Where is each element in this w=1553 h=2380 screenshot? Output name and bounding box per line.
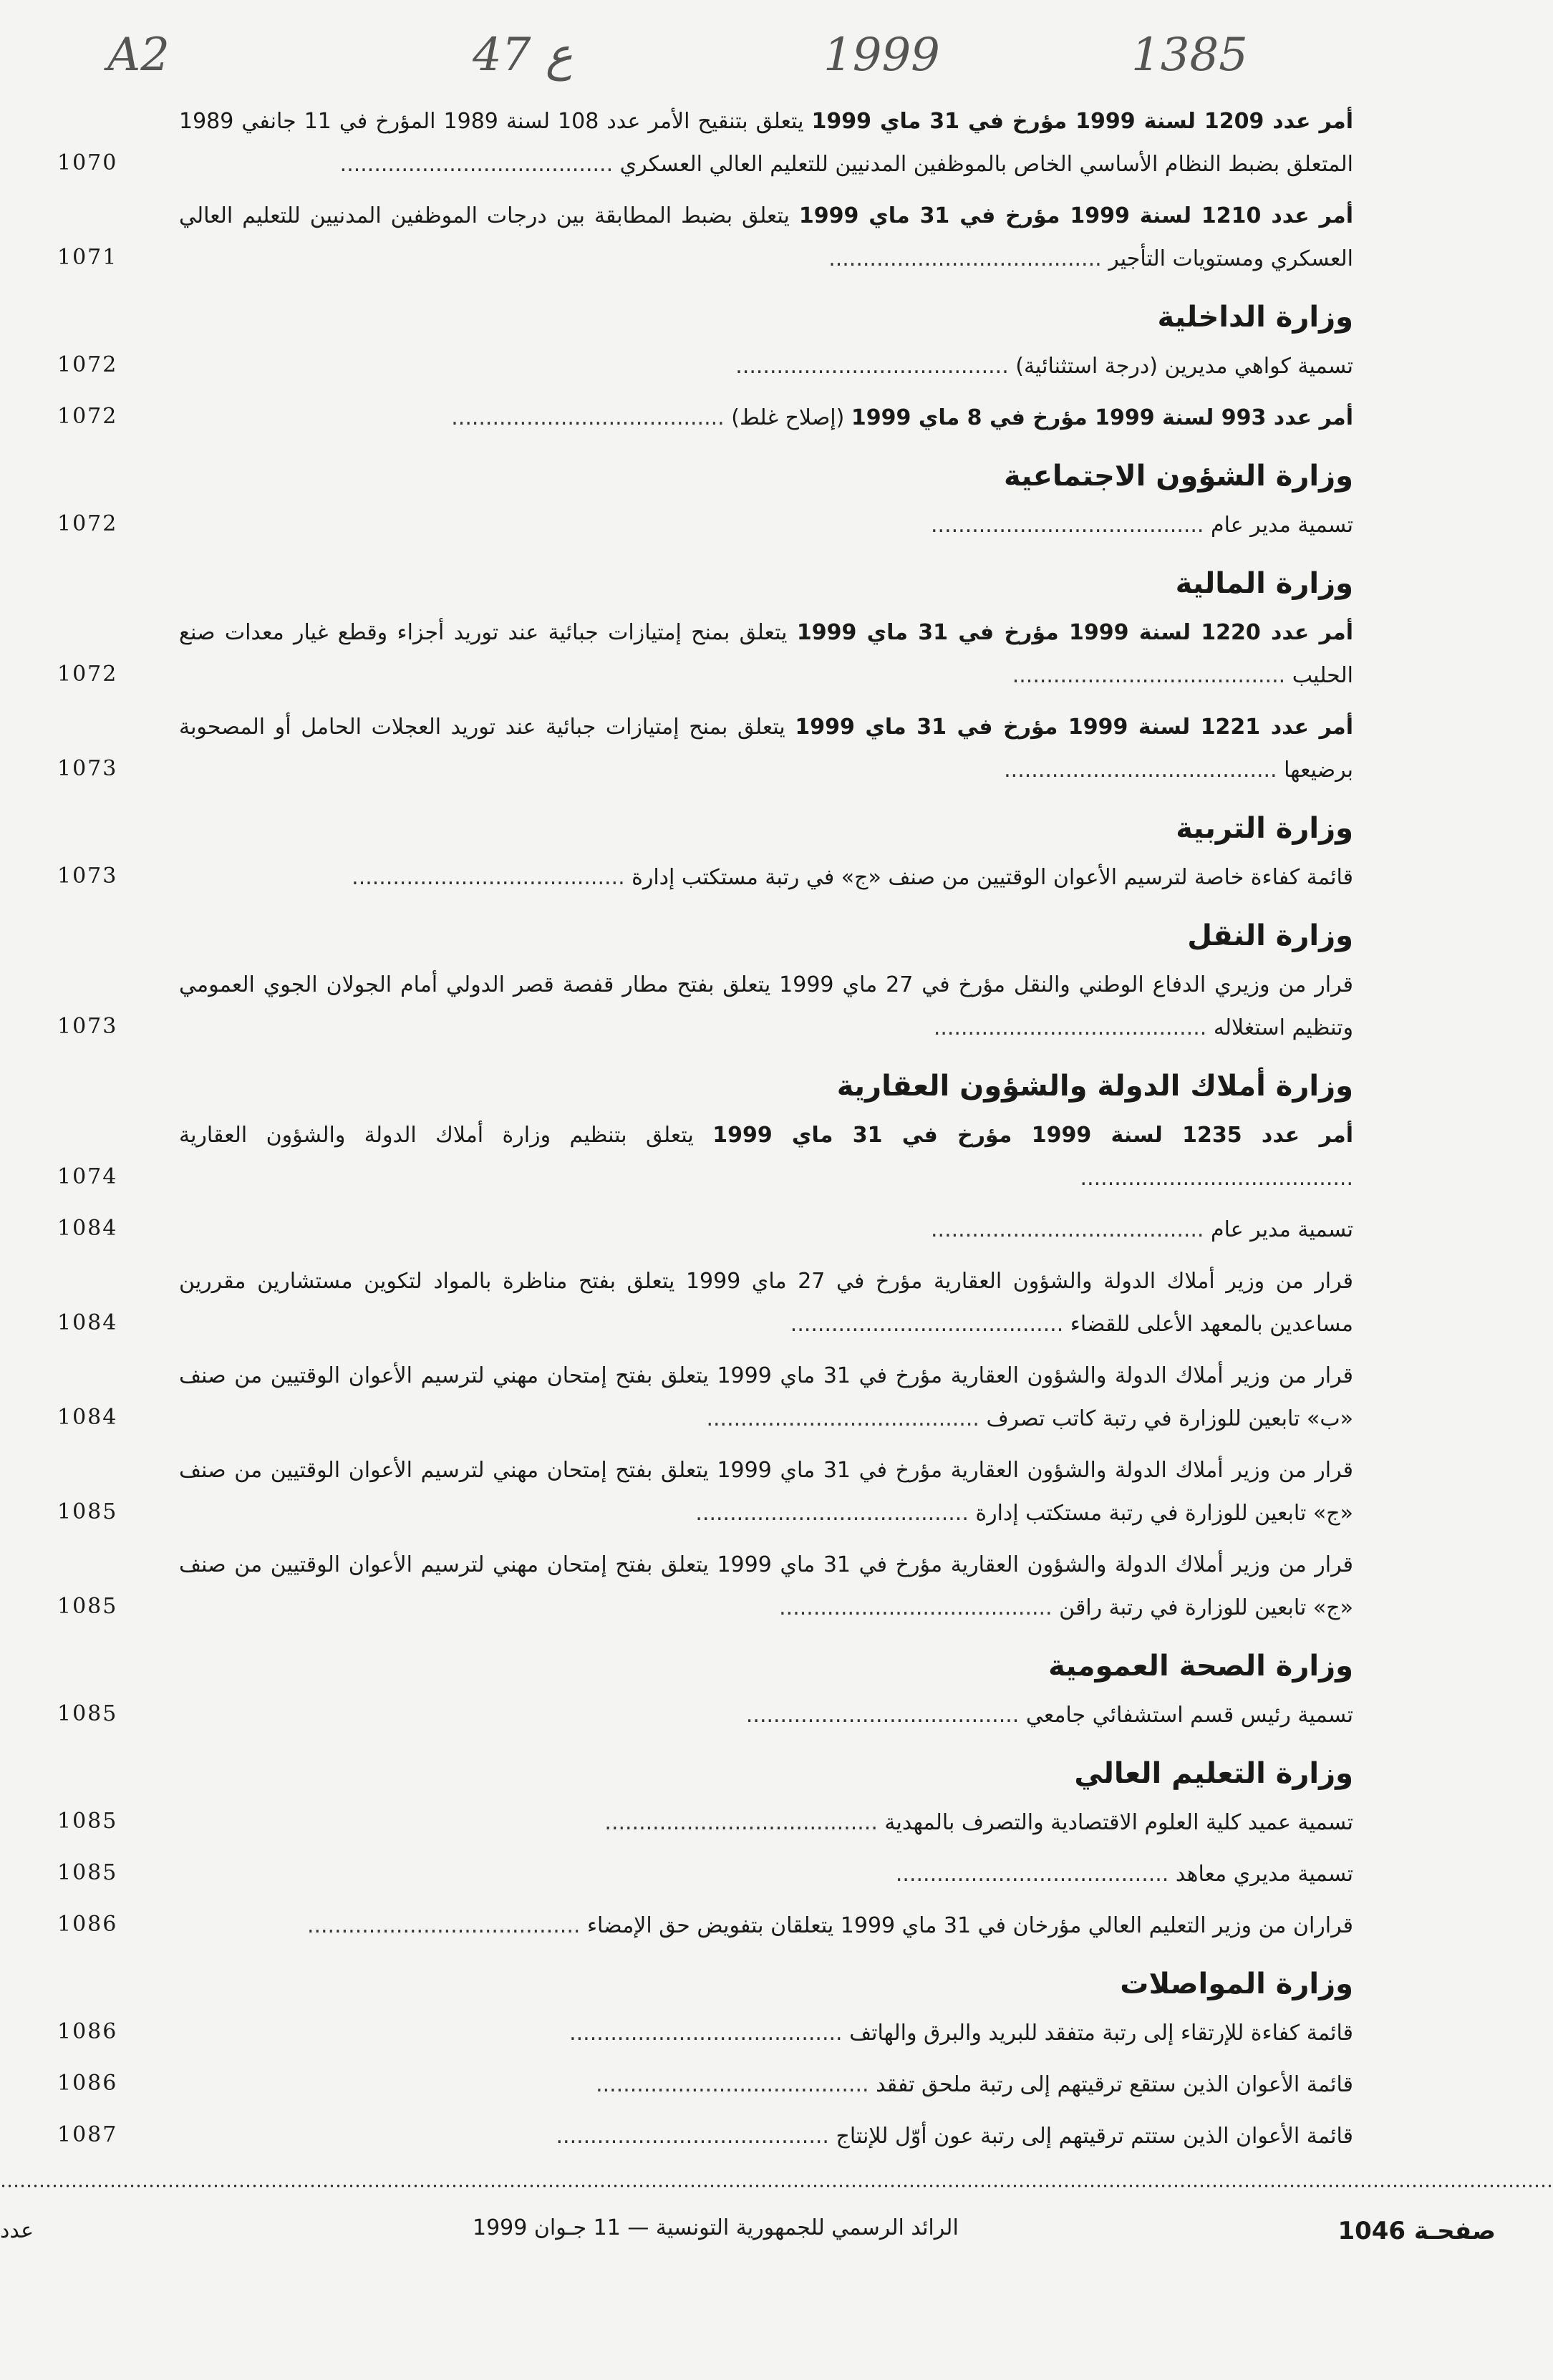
toc-entry	[50, 1260, 1353, 1346]
toc-entry	[50, 2012, 1353, 2055]
leader-dots: ........................................	[352, 865, 632, 890]
entry-title	[50, 2115, 1353, 2158]
entry-text: يتعلق بمنح إمتيازات جبائية عند توريد العجلات الحامل أو المصحوبة برضيعها	[179, 715, 1353, 783]
leader-dots: ........................................	[735, 354, 1016, 379]
entry-text: تسمية رئيس قسم استشفائي جامعي	[1025, 1703, 1353, 1728]
decree-reference: أمر عدد 1235 لسنة 1999 مؤرخ في 31 ماي 1999	[712, 1123, 1353, 1148]
entry-page-number: 1074	[57, 1164, 118, 1189]
leader-dots: ........................................	[933, 1015, 1214, 1040]
leader-dots: ........................................	[1080, 1166, 1353, 1191]
entry-page-number: 1072	[57, 662, 118, 687]
entry-title	[50, 2064, 1353, 2106]
leader-dots: ........................................	[695, 1501, 976, 1526]
leader-dots: ........................................	[790, 1312, 1070, 1337]
entry-page-number: 1086	[57, 1912, 118, 1937]
decree-reference: أمر عدد 993 لسنة 1999 مؤرخ في 8 ماي 1999	[851, 405, 1353, 430]
toc-entry	[50, 100, 1353, 186]
entry-page-number: 1085	[57, 1594, 118, 1619]
entry-text: يتعلق بتنظيم وزارة أملاك الدولة والشؤون العقارية	[179, 1123, 713, 1148]
toc-entry	[50, 1355, 1353, 1441]
ministry-heading: وزارة التربية	[1176, 812, 1353, 845]
entry-text: قرار من وزير أملاك الدولة والشؤون العقارية مؤرخ في 31 ماي 1999 يتعلق بفتح إمتحان مهني لترسيم الأعوان الوقتيين من صنف «ب» تابعين للوزارة في رتبة كاتب تصرف	[179, 1363, 1354, 1431]
table-of-contents	[50, 100, 1353, 2167]
entry-title	[50, 195, 1353, 281]
entry-title	[50, 100, 1353, 186]
toc-entry	[50, 195, 1353, 281]
leader-dots: ........................................	[451, 405, 732, 430]
leader-dots: ........................................	[706, 1406, 987, 1431]
entry-text: تسمية مدير عام	[1211, 513, 1353, 538]
entry-page-number: 1070	[57, 150, 118, 175]
entry-page-number: 1085	[57, 1860, 118, 1885]
entry-title	[50, 1694, 1353, 1737]
toc-entry	[50, 1853, 1353, 1896]
ministry-heading: وزارة الشؤون الاجتماعية	[1003, 460, 1353, 493]
toc-entry	[50, 1209, 1353, 1252]
leader-dots: ........................................	[931, 1217, 1211, 1242]
entry-title	[50, 2012, 1353, 2055]
entry-text: قرار من وزير أملاك الدولة والشؤون العقارية مؤرخ في 31 ماي 1999 يتعلق بفتح إمتحان مهني لترسيم الأعوان الوقتيين من صنف «ج» تابعين للوزارة في رتبة راقن	[179, 1552, 1354, 1620]
entry-text: تسمية كواهي مديرين (درجة استثنائية)	[1015, 354, 1353, 379]
leader-dots: ........................................	[556, 2124, 836, 2149]
toc-entry	[50, 1449, 1353, 1535]
entry-title	[50, 397, 1353, 440]
ministry-heading: وزارة النقل	[1187, 919, 1353, 952]
footer-divider	[0, 2184, 1553, 2188]
leader-dots: ........................................	[569, 2021, 850, 2046]
entry-text: (إصلاح غلط)	[731, 405, 851, 430]
entry-title	[50, 856, 1353, 899]
leader-dots: ........................................	[895, 1862, 1176, 1887]
entry-text: يتعلق بمنح إمتيازات جبائية عند توريد أجزاء وقطع غيار معدات صنع الحليب	[179, 620, 1353, 688]
entry-title	[50, 706, 1353, 792]
entry-text: يتعلق بتنقيح الأمر عدد 108 لسنة 1989 المؤرخ في 11 جانفي 1989 المتعلق بضبط النظام الأساسي الخاص بالموظفين المدنيين للتعليم العالي العسكري	[179, 109, 1353, 177]
leader-dots: ........................................	[306, 1913, 587, 1938]
handwritten-note-d: 1385	[1131, 29, 1248, 82]
toc-entry	[50, 1694, 1353, 1737]
entry-text: قائمة الأعوان الذين ستقع ترقيتهم إلى رتبة ملحق تفقد	[876, 2072, 1353, 2097]
leader-dots: ........................................	[604, 1810, 885, 1835]
entry-page-number: 1073	[57, 1014, 118, 1039]
toc-entry	[50, 856, 1353, 899]
ministry-heading: وزارة الصحة العمومية	[1048, 1650, 1353, 1683]
leader-dots: ........................................	[596, 2072, 876, 2097]
handwritten-note-b: 47 ع	[473, 29, 573, 82]
entry-text: قراران من وزير التعليم العالي مؤرخان في 31 ماي 1999 يتعلقان بتفويض حق الإمضاء	[586, 1913, 1353, 1938]
leader-dots: ........................................	[779, 1595, 1060, 1620]
toc-entry	[50, 1905, 1353, 1948]
toc-entry	[50, 1114, 1353, 1200]
leader-dots: ........................................	[339, 152, 620, 177]
decree-reference: أمر عدد 1221 لسنة 1999 مؤرخ في 31 ماي 1999	[795, 715, 1353, 740]
entry-page-number: 1071	[57, 245, 118, 270]
leader-dots: ........................................	[1004, 758, 1285, 783]
entry-title	[50, 1853, 1353, 1896]
entry-text: تسمية مديري معاهد	[1175, 1862, 1353, 1887]
leader-dots: ........................................	[1012, 663, 1292, 688]
entry-text: قائمة كفاءة خاصة لترسيم الأعوان الوقتيين من صنف «ج» في رتبة مستكتب إدارة	[632, 865, 1353, 890]
entry-text: قرار من وزير أملاك الدولة والشؤون العقارية مؤرخ في 27 ماي 1999 يتعلق بفتح مناظرة بالمواد لتكوين مستشارين مقررين مساعدين بالمعهد الأعلى للقضاء	[179, 1269, 1353, 1337]
entry-text: يتعلق بضبط المطابقة بين درجات الموظفين المدنيين للتعليم العالي العسكري ومستويات التأجير	[179, 203, 1353, 271]
leader-dots: ........................................	[828, 246, 1109, 271]
decree-reference: أمر عدد 1209 لسنة 1999 مؤرخ في 31 ماي 1999	[811, 109, 1353, 134]
toc-entry	[50, 964, 1353, 1050]
entry-text: قائمة الأعوان الذين ستتم ترقيتهم إلى رتبة عون أوّل للإنتاج	[836, 2124, 1353, 2149]
entry-text: تسمية مدير عام	[1211, 1217, 1353, 1242]
toc-entry	[50, 1544, 1353, 1630]
decree-reference: أمر عدد 1210 لسنة 1999 مؤرخ في 31 ماي 1999	[798, 203, 1353, 228]
leader-dots: ........................................	[931, 513, 1211, 538]
entry-title	[50, 1905, 1353, 1948]
issue-label: عدد	[0, 2218, 34, 2243]
entry-text: قرار من وزير أملاك الدولة والشؤون العقارية مؤرخ في 31 ماي 1999 يتعلق بفتح إمتحان مهني لترسيم الأعوان الوقتيين من صنف «ج» تابعين للوزارة في رتبة مستكتب إدارة	[179, 1458, 1354, 1526]
entry-page-number: 1072	[57, 404, 118, 429]
entry-page-number: 1085	[57, 1701, 118, 1726]
entry-title	[50, 1260, 1353, 1346]
entry-title	[50, 1209, 1353, 1252]
entry-title	[50, 1449, 1353, 1535]
entry-text: تسمية عميد كلية العلوم الاقتصادية والتصرف بالمهدية	[884, 1810, 1353, 1835]
entry-page-number: 1073	[57, 756, 118, 781]
entry-page-number: 1084	[57, 1310, 118, 1335]
entry-title	[50, 611, 1353, 697]
entry-page-number: 1086	[57, 2019, 118, 2044]
entry-title	[50, 1355, 1353, 1441]
entry-title	[50, 1544, 1353, 1630]
toc-entry	[50, 706, 1353, 792]
entry-text: قائمة كفاءة للإرتقاء إلى رتبة متفقد للبريد والبرق والهاتف	[849, 2021, 1353, 2046]
entry-title	[50, 345, 1353, 388]
ministry-heading: وزارة الداخلية	[1157, 301, 1353, 334]
entry-title	[50, 964, 1353, 1050]
entry-page-number: 1072	[57, 352, 118, 377]
toc-entry	[50, 345, 1353, 388]
ministry-heading: وزارة المالية	[1175, 567, 1353, 600]
page-number: صفحـة 1046	[1337, 2217, 1496, 2245]
entry-page-number: 1087	[57, 2122, 118, 2147]
leader-dots: ........................................	[745, 1703, 1026, 1728]
ministry-heading: وزارة أملاك الدولة والشؤون العقارية	[836, 1070, 1353, 1103]
entry-page-number: 1084	[57, 1405, 118, 1430]
entry-title	[50, 1114, 1353, 1200]
decree-reference: أمر عدد 1220 لسنة 1999 مؤرخ في 31 ماي 1999	[796, 620, 1353, 645]
ministry-heading: وزارة التعليم العالي	[1074, 1757, 1353, 1790]
toc-entry	[50, 2115, 1353, 2158]
ministry-heading: وزارة المواصلات	[1120, 1968, 1353, 2001]
handwritten-note-a: A2	[107, 29, 170, 82]
entry-text: قرار من وزيري الدفاع الوطني والنقل مؤرخ في 27 ماي 1999 يتعلق بفتح مطار قفصة قصر الدولي أمام الجولان الجوي العمومي وتنظيم استغلاله	[179, 972, 1353, 1040]
toc-entry	[50, 611, 1353, 697]
entry-page-number: 1084	[57, 1216, 118, 1241]
toc-entry	[50, 397, 1353, 440]
journal-title: الرائد الرسمي للجمهورية التونسية — 11 جـوان 1999	[473, 2215, 959, 2240]
toc-entry	[50, 504, 1353, 547]
entry-page-number: 1085	[57, 1499, 118, 1524]
entry-title	[50, 1801, 1353, 1844]
toc-entry	[50, 2064, 1353, 2106]
page-footer	[0, 2184, 1553, 2263]
toc-entry	[50, 1801, 1353, 1844]
entry-page-number: 1085	[57, 1809, 118, 1834]
entry-page-number: 1072	[57, 511, 118, 536]
handwritten-note-c: 1999	[823, 29, 940, 82]
entry-page-number: 1073	[57, 864, 118, 889]
entry-page-number: 1086	[57, 2071, 118, 2096]
entry-title	[50, 504, 1353, 547]
